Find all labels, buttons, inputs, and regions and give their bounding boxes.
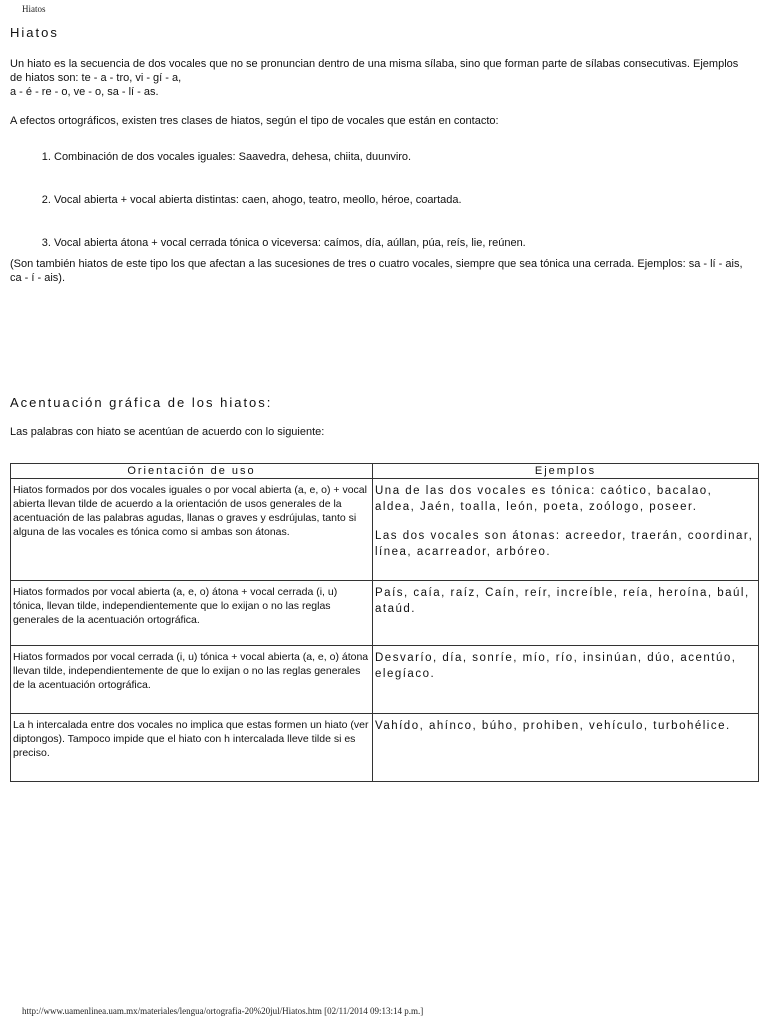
examples-cell: Desvarío, día, sonríe, mío, río, insinúan, dúo, acentúo, elegíaco. xyxy=(373,646,759,714)
table-row xyxy=(11,714,759,782)
table-row xyxy=(11,581,759,646)
list-item: 1. Combinación de dos vocales iguales: Saavedra, dehesa, chiita, duunviro. xyxy=(54,150,750,164)
orientation-cell: Hiatos formados por vocal cerrada (i, u) tónica + vocal abierta (a, e, o) átona llevan tilde, independientemente de que lo exijan o no las reglas generales de la acentuación ortográfica. xyxy=(11,646,373,714)
document-content xyxy=(10,25,754,782)
orientation-cell: Hiatos formados por vocal abierta (a, e, o) átona + vocal cerrada (i, u) tónica, llevan tilde, independientemente que lo exijan o no las reglas generales de la acentuación ortográfica. xyxy=(11,581,373,646)
examples-atonic: Las dos vocales son átonas: acreedor, traerán, coordinar, línea, acarreador, arbóreo. xyxy=(375,530,754,558)
examples-cell: Vahído, ahínco, búho, prohiben, vehículo, turbohélice. xyxy=(373,714,759,782)
examples-cell: País, caía, raíz, Caín, reír, increíble, reía, heroína, baúl, ataúd. xyxy=(373,581,759,646)
examples-tonic: Una de las dos vocales es tónica: caótico, bacalao, aldea, Jaén, toalla, león, poeta, zoólogo, poseer. xyxy=(375,485,713,513)
page-header-title: Hiatos xyxy=(22,4,46,14)
list-item: 3. Vocal abierta átona + vocal cerrada tónica o viceversa: caímos, día, aúllan, púa, reís, lie, reúnen. xyxy=(54,236,750,250)
accentuation-table xyxy=(10,463,759,782)
table-row xyxy=(11,479,759,581)
table-row xyxy=(11,646,759,714)
orientation-cell: Hiatos formados por dos vocales iguales o por vocal abierta (a, e, o) + vocal abierta llevan tilde de acuerdo a la orientación de usos generales de la acentuación de las palabras agudas, llanas o graves y esdrújulas, tanto si alguna de las vocales es tónica como si ambas son átonas. xyxy=(11,479,373,581)
column-header-examples: Ejemplos xyxy=(373,464,759,479)
column-header-orientation: Orientación de uso xyxy=(11,464,373,479)
note-paragraph: (Son también hiatos de este tipo los que afectan a las sucesiones de tres o cuatro vocales, siempre que sea tónica una cerrada. Ejemplos: sa - lí - ais, ca - í - ais). xyxy=(10,258,743,284)
hiato-types-list xyxy=(10,150,750,250)
intro-line-2: de hiatos son: te - a - tro, vi - gí - a, xyxy=(10,72,182,84)
page-footer-url: http://www.uamenlinea.uam.mx/materiales/lengua/ortografia-20%20jul/Hiatos.htm [02/11/2014 09:13:14 p.m.] xyxy=(22,1006,424,1016)
section-intro: Las palabras con hiato se acentúan de acuerdo con lo siguiente: xyxy=(10,426,325,438)
intro-paragraph xyxy=(10,57,750,99)
section-title: Acentuación gráfica de los hiatos: xyxy=(10,395,273,410)
intro-line-1: Un hiato es la secuencia de dos vocales que no se pronuncian dentro de una misma sílaba, sino que forman parte de sílabas consecutivas. Ejemplos xyxy=(10,58,739,70)
types-intro: A efectos ortográficos, existen tres clases de hiatos, según el tipo de vocales que están en contacto: xyxy=(10,115,499,127)
examples-cell xyxy=(373,479,759,581)
page-title: Hiatos xyxy=(10,25,59,40)
list-item: 2. Vocal abierta + vocal abierta distintas: caen, ahogo, teatro, meollo, héroe, coartada. xyxy=(54,193,750,207)
intro-line-3: a - é - re - o, ve - o, sa - lí - as. xyxy=(10,86,159,98)
orientation-cell: La h intercalada entre dos vocales no implica que estas formen un hiato (ver diptongos). Tampoco impide que el hiato con h intercalada lleve tilde si es preciso. xyxy=(11,714,373,782)
table-header-row xyxy=(11,464,759,479)
